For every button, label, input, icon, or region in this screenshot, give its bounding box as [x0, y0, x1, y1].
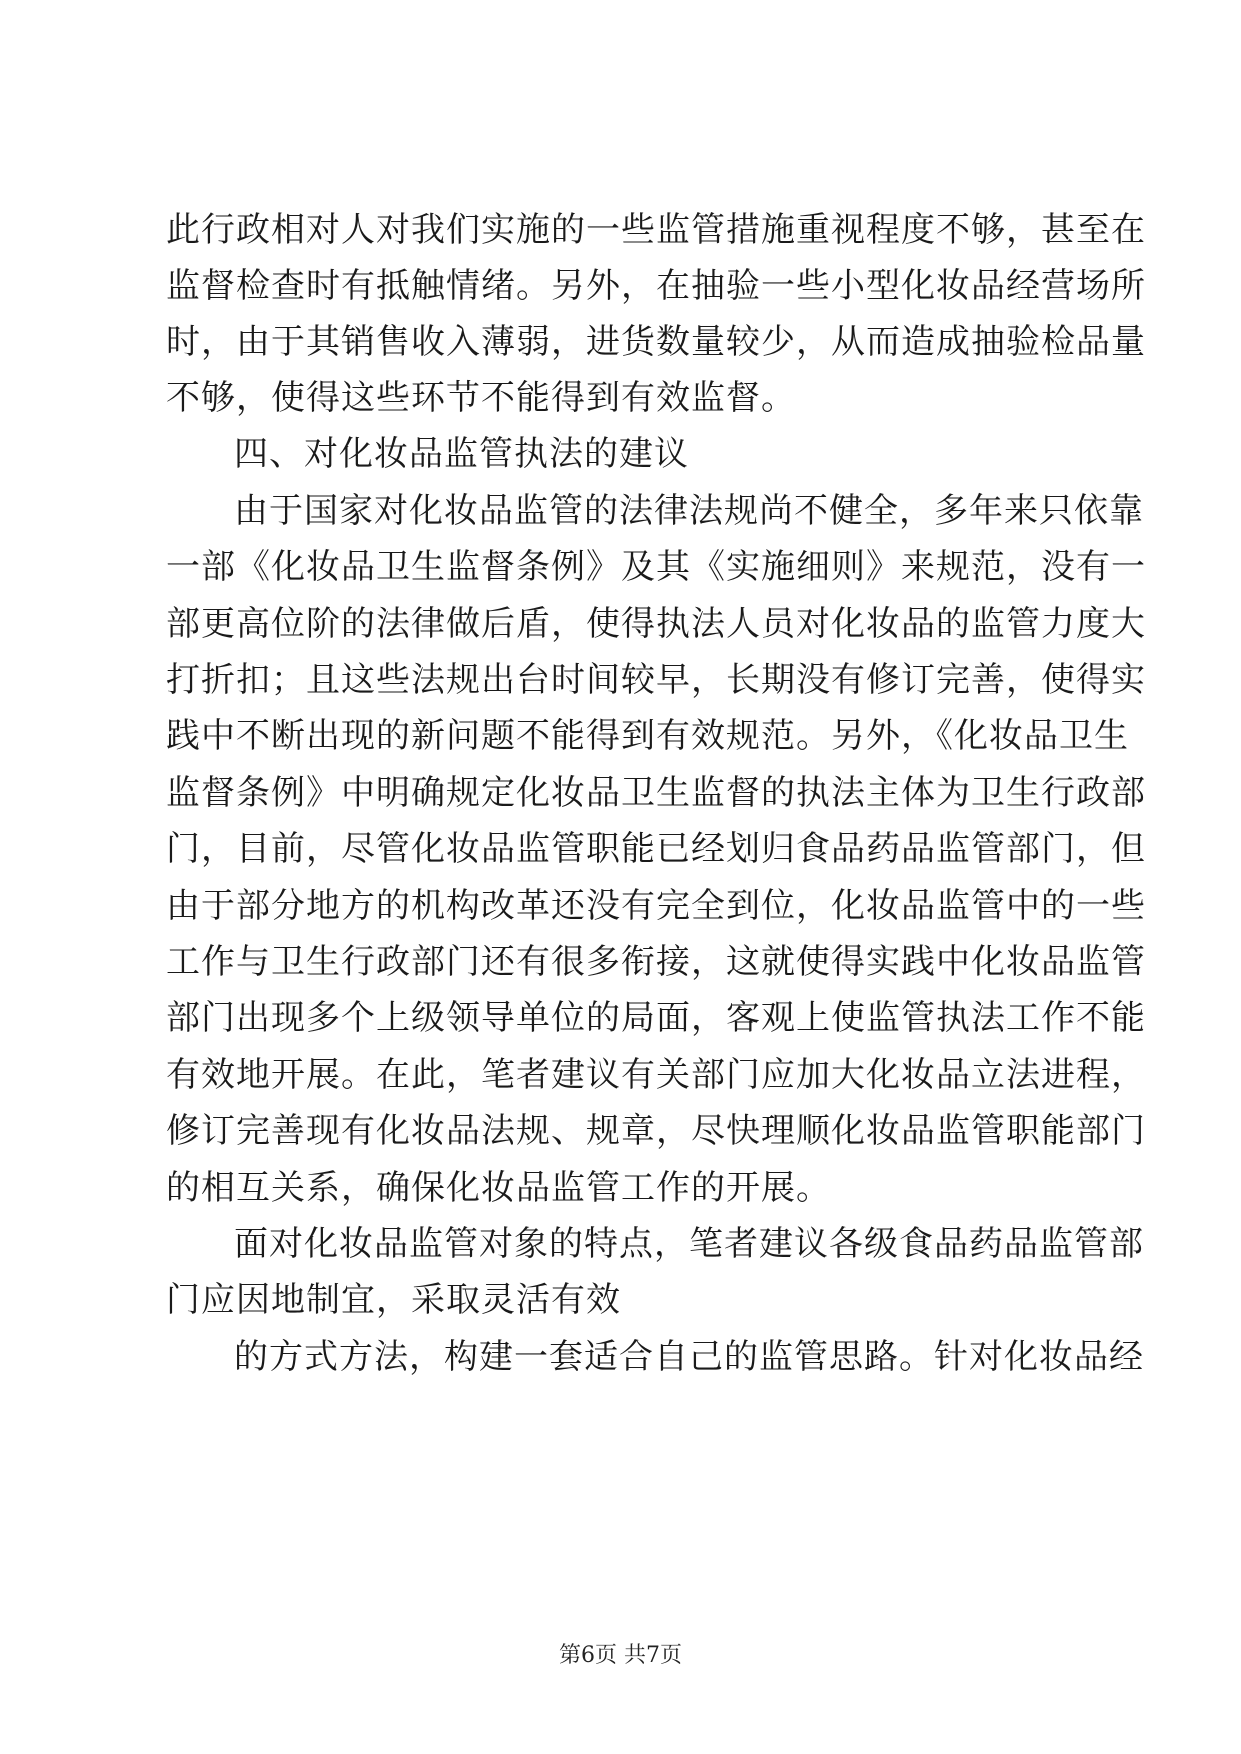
- paragraph-line: 由于国家对化妆品监管的法律法规尚不健全，多年来只依靠: [234, 491, 1144, 531]
- paragraph-line: 的相互关系，确保化妆品监管工作的开展。: [166, 1168, 831, 1208]
- paragraph-line: 面对化妆品监管对象的特点，笔者建议各级食品药品监管部: [234, 1224, 1144, 1264]
- paragraph-line: 不够，使得这些环节不能得到有效监督。: [166, 378, 796, 418]
- paragraph-line: 监督条例》中明确规定化妆品卫生监督的执法主体为卫生行政部: [166, 773, 1146, 813]
- paragraph-line: 门，目前，尽管化妆品监管职能已经划归食品药品监管部门，但: [166, 829, 1146, 869]
- paragraph-line: 践中不断出现的新问题不能得到有效规范。另外，《化妆品卫生: [166, 716, 1129, 756]
- paragraph-line: 由于部分地方的机构改革还没有完全到位，化妆品监管中的一些: [166, 886, 1146, 926]
- paragraph-line: 打折扣；且这些法规出台时间较早，长期没有修订完善，使得实: [166, 660, 1146, 700]
- section-heading: 四、对化妆品监管执法的建议: [234, 434, 689, 474]
- paragraph-line: 此行政相对人对我们实施的一些监管措施重视程度不够，甚至在: [166, 210, 1146, 250]
- paragraph-line: 一部《化妆品卫生监督条例》及其《实施细则》来规范，没有一: [166, 547, 1146, 587]
- paragraph-line: 有效地开展。在此，笔者建议有关部门应加大化妆品立法进程，: [166, 1055, 1146, 1095]
- paragraph-line: 部更高位阶的法律做后盾，使得执法人员对化妆品的监管力度大: [166, 604, 1146, 644]
- paragraph-line: 的方式方法，构建一套适合自己的监管思路。针对化妆品经: [234, 1337, 1144, 1377]
- paragraph-line: 监督检查时有抵触情绪。另外，在抽验一些小型化妆品经营场所: [166, 266, 1146, 306]
- paragraph-line: 部门出现多个上级领导单位的局面，客观上使监管执法工作不能: [166, 998, 1146, 1038]
- paragraph-line: 门应因地制宜，采取灵活有效: [166, 1280, 621, 1320]
- paragraph-line: 修订完善现有化妆品法规、规章，尽快理顺化妆品监管职能部门: [166, 1111, 1146, 1151]
- paragraph-line: 工作与卫生行政部门还有很多衔接，这就使得实践中化妆品监管: [166, 942, 1146, 982]
- page-number-footer: 第6页 共7页: [559, 1643, 682, 1668]
- paragraph-line: 时，由于其销售收入薄弱，进货数量较少，从而造成抽验检品量: [166, 322, 1146, 362]
